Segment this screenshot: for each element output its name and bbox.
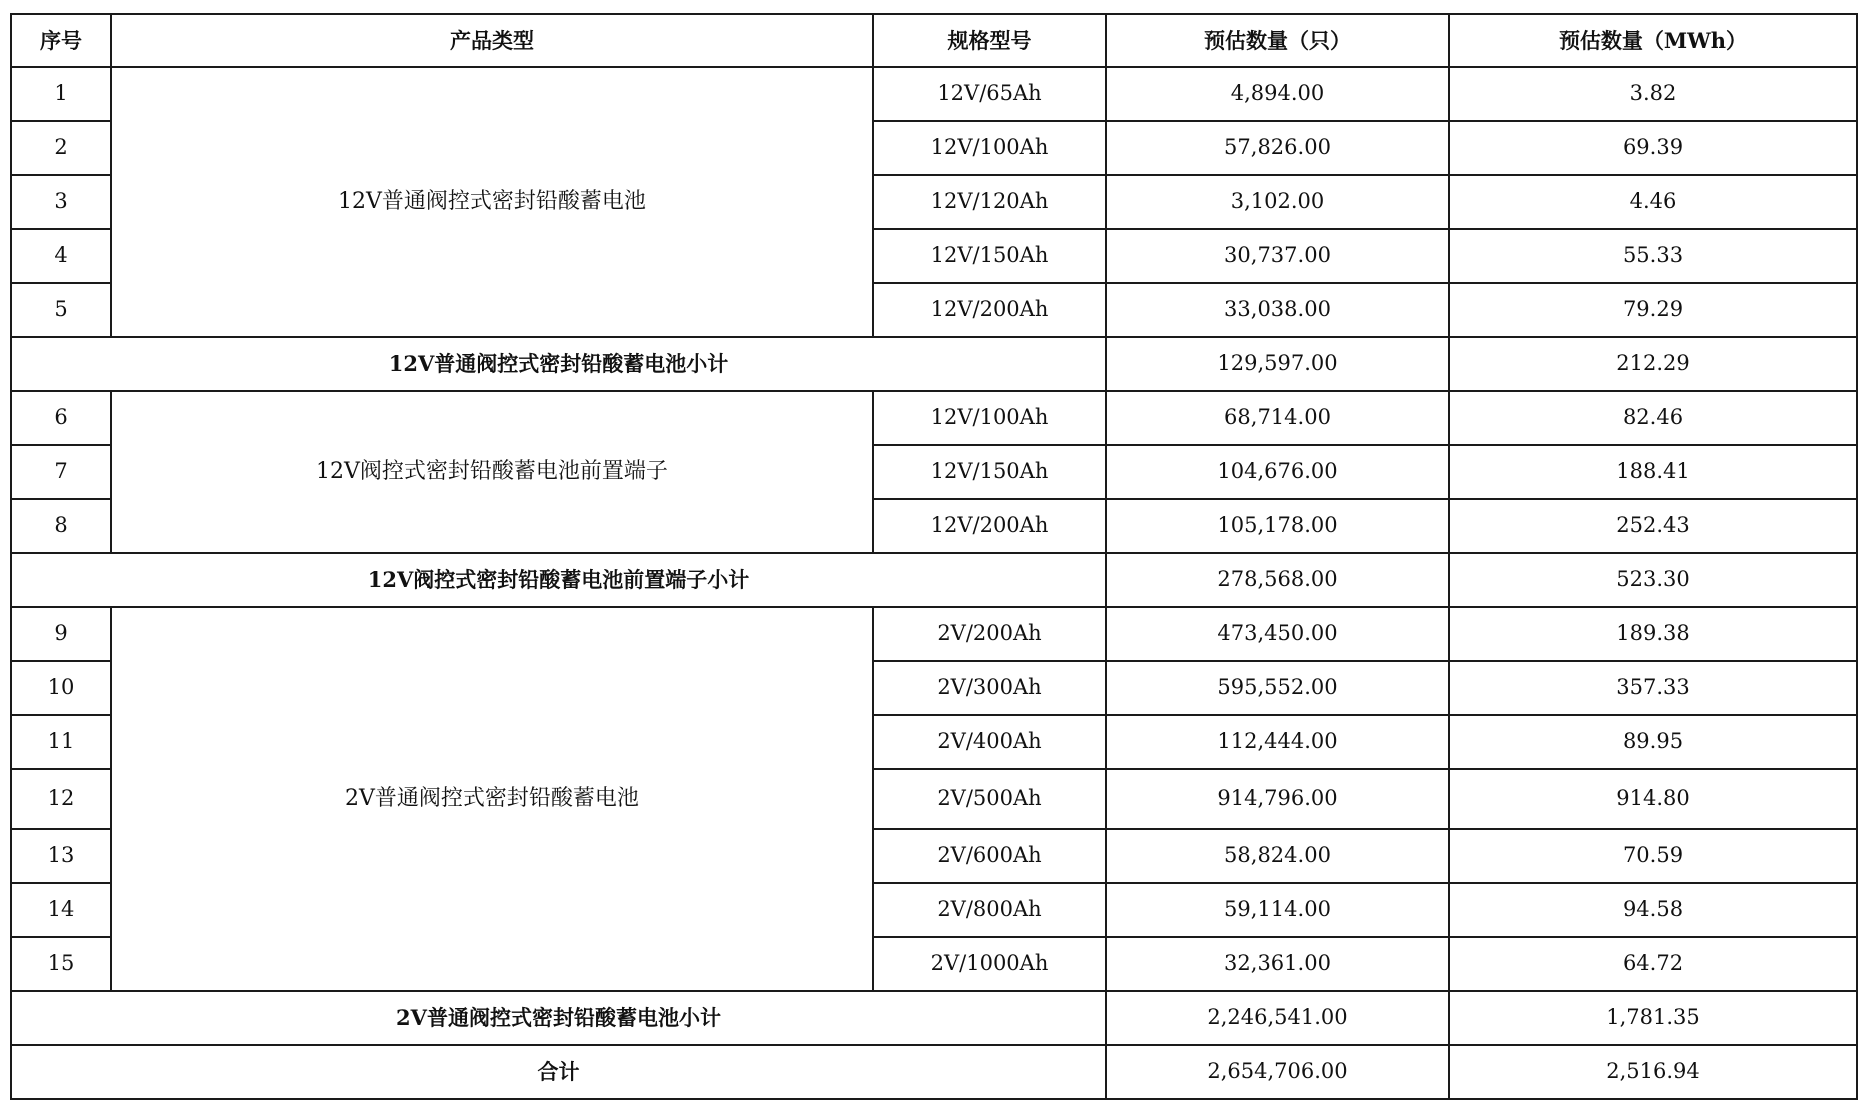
seq-cell: 7 — [11, 445, 111, 499]
spec-cell: 12V/100Ah — [873, 391, 1106, 445]
mwh-cell: 82.46 — [1449, 391, 1857, 445]
seq-cell: 6 — [11, 391, 111, 445]
header-seq: 序号 — [11, 14, 111, 67]
header-spec: 规格型号 — [873, 14, 1106, 67]
units-cell: 3,102.00 — [1106, 175, 1449, 229]
seq-cell: 3 — [11, 175, 111, 229]
spec-cell: 12V/100Ah — [873, 121, 1106, 175]
table-row — [11, 607, 1857, 661]
units-cell: 104,676.00 — [1106, 445, 1449, 499]
spec-cell: 12V/200Ah — [873, 499, 1106, 553]
header-row — [11, 14, 1857, 67]
mwh-cell: 79.29 — [1449, 283, 1857, 337]
product-type-cell: 12V普通阀控式密封铅酸蓄电池 — [111, 67, 873, 337]
header-product-type: 产品类型 — [111, 14, 873, 67]
mwh-cell: 189.38 — [1449, 607, 1857, 661]
subtotal-row — [11, 553, 1857, 607]
subtotal-units: 278,568.00 — [1106, 553, 1449, 607]
subtotal-row — [11, 337, 1857, 391]
subtotal-label: 2V普通阀控式密封铅酸蓄电池小计 — [11, 991, 1106, 1045]
seq-cell: 8 — [11, 499, 111, 553]
mwh-cell: 3.82 — [1449, 67, 1857, 121]
total-row — [11, 1045, 1857, 1099]
seq-cell: 12 — [11, 769, 111, 829]
units-cell: 68,714.00 — [1106, 391, 1449, 445]
spec-cell: 2V/400Ah — [873, 715, 1106, 769]
subtotal-row — [11, 991, 1857, 1045]
table-row — [11, 391, 1857, 445]
spec-cell: 2V/800Ah — [873, 883, 1106, 937]
seq-cell: 10 — [11, 661, 111, 715]
mwh-cell: 94.58 — [1449, 883, 1857, 937]
table-row — [11, 67, 1857, 121]
spec-cell: 2V/600Ah — [873, 829, 1106, 883]
mwh-cell: 357.33 — [1449, 661, 1857, 715]
seq-cell: 15 — [11, 937, 111, 991]
seq-cell: 9 — [11, 607, 111, 661]
subtotal-label: 12V阀控式密封铅酸蓄电池前置端子小计 — [11, 553, 1106, 607]
spec-cell: 2V/300Ah — [873, 661, 1106, 715]
units-cell: 58,824.00 — [1106, 829, 1449, 883]
mwh-cell: 55.33 — [1449, 229, 1857, 283]
subtotal-mwh: 1,781.35 — [1449, 991, 1857, 1045]
seq-cell: 4 — [11, 229, 111, 283]
mwh-cell: 4.46 — [1449, 175, 1857, 229]
units-cell: 4,894.00 — [1106, 67, 1449, 121]
units-cell: 105,178.00 — [1106, 499, 1449, 553]
subtotal-mwh: 212.29 — [1449, 337, 1857, 391]
seq-cell: 13 — [11, 829, 111, 883]
seq-cell: 14 — [11, 883, 111, 937]
total-mwh: 2,516.94 — [1449, 1045, 1857, 1099]
battery-forecast-table — [10, 13, 1858, 1100]
spec-cell: 12V/65Ah — [873, 67, 1106, 121]
units-cell: 57,826.00 — [1106, 121, 1449, 175]
spec-cell: 2V/1000Ah — [873, 937, 1106, 991]
units-cell: 112,444.00 — [1106, 715, 1449, 769]
units-cell: 473,450.00 — [1106, 607, 1449, 661]
product-type-cell: 12V阀控式密封铅酸蓄电池前置端子 — [111, 391, 873, 553]
header-qty-mwh: 预估数量（MWh） — [1449, 14, 1857, 67]
total-units: 2,654,706.00 — [1106, 1045, 1449, 1099]
seq-cell: 5 — [11, 283, 111, 337]
spec-cell: 2V/500Ah — [873, 769, 1106, 829]
total-label: 合计 — [11, 1045, 1106, 1099]
spec-cell: 12V/150Ah — [873, 445, 1106, 499]
spec-cell: 12V/200Ah — [873, 283, 1106, 337]
units-cell: 914,796.00 — [1106, 769, 1449, 829]
units-cell: 32,361.00 — [1106, 937, 1449, 991]
units-cell: 30,737.00 — [1106, 229, 1449, 283]
product-type-cell: 2V普通阀控式密封铅酸蓄电池 — [111, 607, 873, 991]
mwh-cell: 64.72 — [1449, 937, 1857, 991]
units-cell: 33,038.00 — [1106, 283, 1449, 337]
subtotal-units: 2,246,541.00 — [1106, 991, 1449, 1045]
header-qty-units: 预估数量（只） — [1106, 14, 1449, 67]
mwh-cell: 69.39 — [1449, 121, 1857, 175]
subtotal-mwh: 523.30 — [1449, 553, 1857, 607]
mwh-cell: 89.95 — [1449, 715, 1857, 769]
mwh-cell: 252.43 — [1449, 499, 1857, 553]
units-cell: 595,552.00 — [1106, 661, 1449, 715]
mwh-cell: 70.59 — [1449, 829, 1857, 883]
spec-cell: 12V/150Ah — [873, 229, 1106, 283]
spec-cell: 12V/120Ah — [873, 175, 1106, 229]
seq-cell: 11 — [11, 715, 111, 769]
mwh-cell: 188.41 — [1449, 445, 1857, 499]
subtotal-label: 12V普通阀控式密封铅酸蓄电池小计 — [11, 337, 1106, 391]
units-cell: 59,114.00 — [1106, 883, 1449, 937]
subtotal-units: 129,597.00 — [1106, 337, 1449, 391]
mwh-cell: 914.80 — [1449, 769, 1857, 829]
seq-cell: 1 — [11, 67, 111, 121]
seq-cell: 2 — [11, 121, 111, 175]
spec-cell: 2V/200Ah — [873, 607, 1106, 661]
